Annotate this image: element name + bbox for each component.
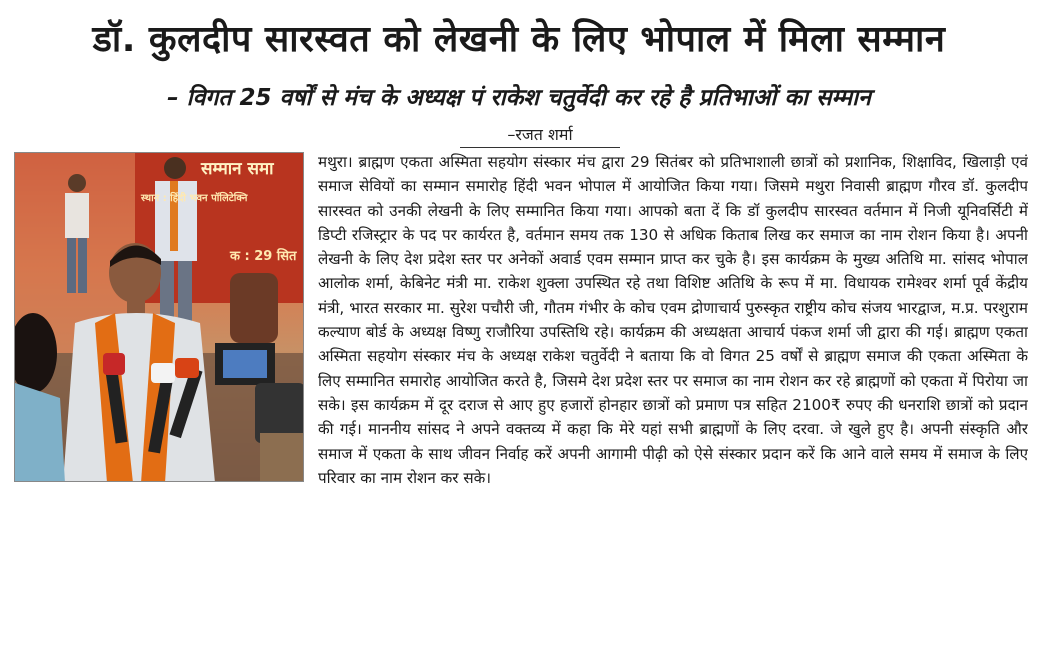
byline: –रजत शर्मा xyxy=(460,122,620,148)
banner-text-2: स्थान : हिंदी भवन पॉलिटेक्नि xyxy=(141,193,248,204)
event-photo xyxy=(14,152,304,482)
subheadline: – विगत 25 वर्षों से मंच के अध्यक्ष पं राकेश चतुर्वेदी कर रहे है प्रतिभाओं का सम्मान xyxy=(167,85,871,111)
article-paragraph: मथुरा। ब्राह्मण एकता अस्मिता सहयोग संस्कार मंच द्वारा 29 सितंबर को प्रतिभाशाली छात्रों को प्रशानिक, शिक्षाविद, खिलाड़ी एवं समाज सेवियों का सम्मान समारोह हिंदी भवन भोपाल में आयोजित किया गया। जिसमे मथुरा निवासी ब्राह्मण गौरव डॉ. कुलदीप सारस्वत को उनकी लेखनी के लिए सम्मानित किया गया। आपको बता दें कि डॉ कुलदीप सारस्वत वर्तमान में निजी यूनिवर्सिटी में डिप्टी रजिस्ट्रार के पद पर कार्यरत है, वर्तमान समय तक 130 से अधिक किताब लिख कर समाज का नाम रोशन किया है। अपनी लेखनी के लिए देश प्रदेश स्तर पर अनेकों अवार्ड एवम सम्मान प्राप्त कर चुके है। इस कार्यक्रम के मुख्य अतिथि मा. सांसद भोपाल आलोक शर्मा, केबिनेट मंत्री मा. राकेश शुक्ला उपस्थित रहे तथा विशिष्ट अतिथि के रूप में मा. विधायक रामेश्वर शर्मा पूर्व केंद्रीय मंत्री, भारत सरकार मा. सुरेश पचौरी जी, गौतम गंभीर के कोच एवम द्रोणाचार्य पुरुस्कृत राष्ट्रीय कोच संजय भारद्वाज, म.प्र. परशुराम कल्याण बोर्ड के अध्यक्ष विष्णु राजौरिया उपस्तिथि रहे। कार्यक्रम की अध्यक्षता आचार्य पंकज शर्मा जी द्वारा की गई। ब्राह्मण एकता अस्मिता सहयोग संस्कार मंच के अध्यक्ष राकेश चतुर्वेदी ने बताया कि वो विगत 25 वर्षों से ब्राह्मण समाज की एकता अस्मिता के लिए सम्मानित समारोह आयोजित करते है, जिसमे देश प्रदेश स्तर पर समाज का नाम रोशन कर रहे ब्राह्मणों को एकता में पिरोया जा सके। इस कार्यक्रम में दूर दराज से आए हुए हजारों होनहार छात्रों को प्रमाण पत्र सहित 2100₹ रुपए की धनराशि छात्रों को प्रदान की गई। माननीय सांसद ने अपने वक्तव्य में कहा कि मेरे यहां सभी ब्राह्मणों के लिए दरवा. जे खुले हुए है। अपनी संस्कृति और समाज में एकता के साथ जीवन निर्वाह करें अपनी आगामी पीढ़ी को ऐसे संस्कार प्रदान करें कि आने वाले समय में समाज के लिए परिवार का नाम रोशन कर सके। xyxy=(318,153,1028,487)
banner-text-3: क : 29 सित xyxy=(230,249,297,264)
banner-text-1: सम्मान समा xyxy=(201,159,274,179)
headline: डॉ. कुलदीप सारस्वत को लेखनी के लिए भोपाल में मिला सम्मान xyxy=(92,19,946,60)
article-body xyxy=(14,150,1028,642)
